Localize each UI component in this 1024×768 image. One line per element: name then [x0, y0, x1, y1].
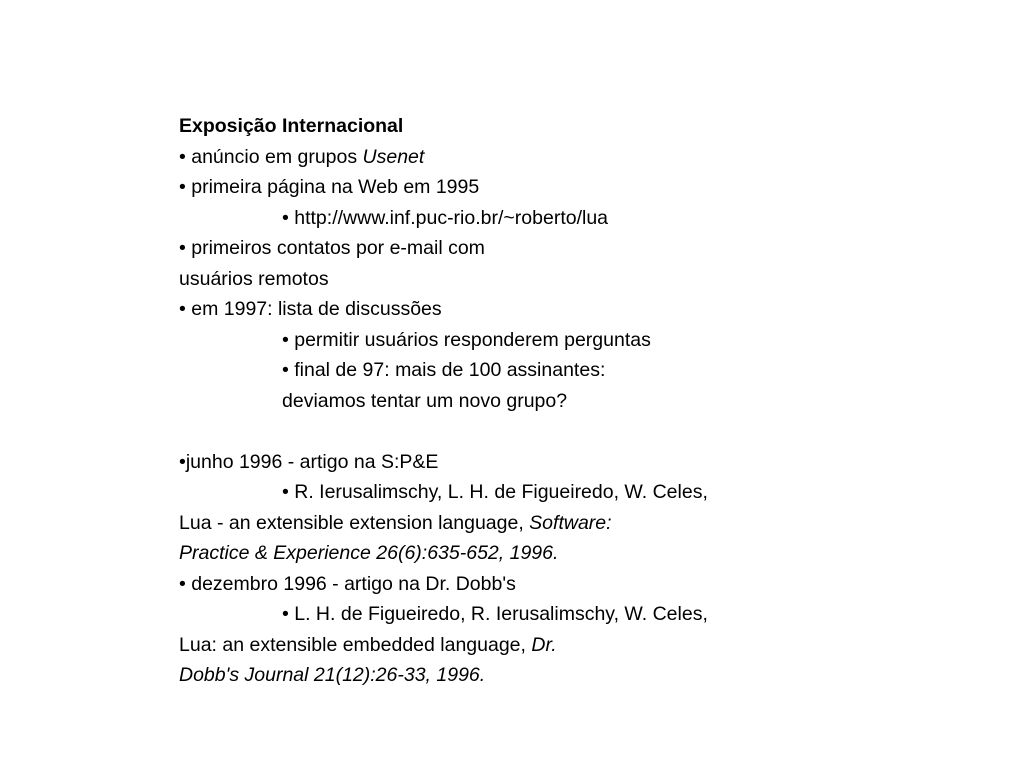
line-text: Lua: an extensible embedded language, [179, 633, 532, 656]
slide-body [179, 111, 939, 691]
sub-bullet-url [179, 203, 939, 234]
spe-citation-journal [179, 538, 939, 569]
sub-bullet-subscribers-cont [179, 386, 939, 417]
line-italic: Dobb's Journal 21(12):26-33, 1996. [179, 664, 486, 686]
line-text: • anúncio em grupos [179, 145, 363, 168]
line-italic: Software: [529, 511, 612, 534]
bullet-web-1995 [179, 172, 939, 203]
bullet-usenet [179, 142, 939, 173]
line-italic: Dr. [531, 633, 557, 656]
ddj-citation-title [179, 630, 939, 661]
line-text: • permitir usuários responderem perguntas [282, 328, 651, 351]
line-text: Lua - an extensible extension language, [179, 511, 530, 534]
line-text: • em 1997: lista de discussões [179, 298, 442, 320]
bullet-1997-list [179, 294, 939, 325]
line-text: • R. Ierusalimschy, L. H. de Figueiredo, W. Celes, [282, 481, 708, 503]
sub-bullet-ddj-authors [179, 599, 939, 630]
line-text: • primeiros contatos por e-mail com [179, 237, 485, 259]
line-italic: Practice & Experience 26(6):635-652, 1996. [179, 542, 559, 564]
line-text: • primeira página na Web em 1995 [179, 176, 480, 198]
spe-citation-title [179, 508, 939, 539]
bullet-december-1996 [179, 569, 939, 600]
line-text: • dezembro 1996 - artigo na Dr. Dobb's [179, 572, 516, 595]
bullet-june-1996 [179, 447, 939, 478]
bullet-email-cont [179, 264, 939, 295]
sub-bullet-questions [179, 325, 939, 356]
spacer [179, 416, 939, 447]
ddj-citation-journal [179, 660, 939, 691]
bullet-email [179, 233, 939, 264]
sub-bullet-spe-authors [179, 477, 939, 508]
line-text: •junho 1996 - artigo na S:P&E [179, 450, 439, 473]
line-text: deviamos tentar um novo grupo? [282, 389, 568, 412]
sub-bullet-subscribers [179, 355, 939, 386]
line-text: • http://www.inf.puc-rio.br/~roberto/lua [282, 206, 609, 229]
line-text: • L. H. de Figueiredo, R. Ierusalimschy, W. Celes, [282, 603, 708, 625]
line-text: usuários remotos [179, 267, 329, 290]
line-italic: Usenet [362, 145, 425, 168]
slide-title: Exposição Internacional [179, 115, 404, 137]
line-text: • final de 97: mais de 100 assinantes: [282, 359, 606, 381]
